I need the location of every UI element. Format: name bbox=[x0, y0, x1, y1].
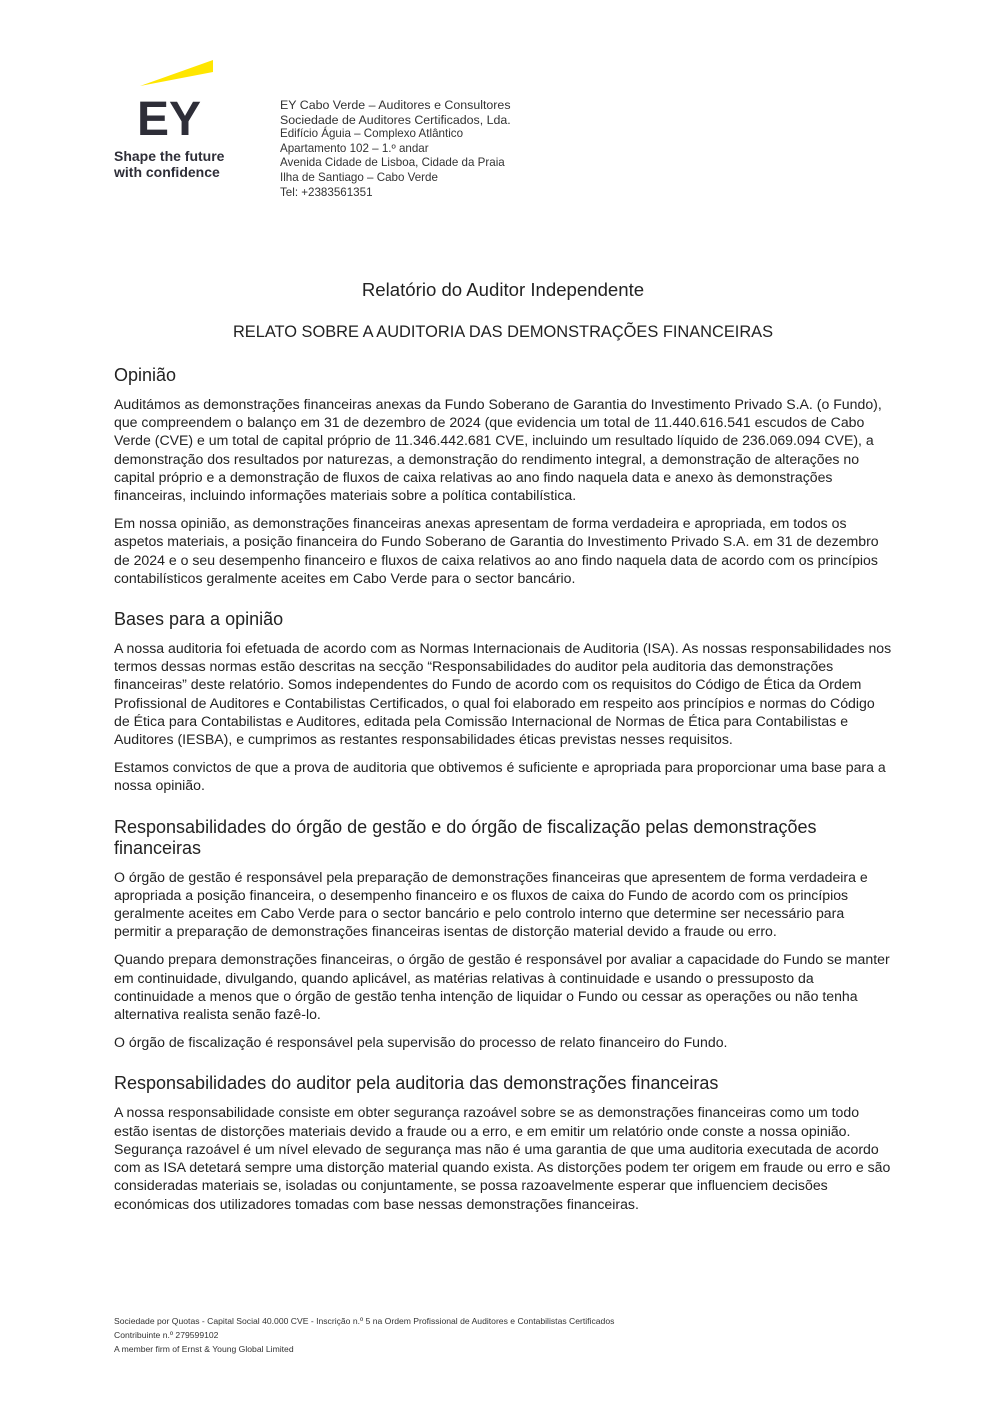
address-line: Tel: +2383561351 bbox=[280, 185, 373, 199]
address-line: Edifício Águia – Complexo Atlântico bbox=[280, 127, 464, 141]
tagline-line: with confidence bbox=[114, 164, 220, 180]
report-body bbox=[114, 365, 894, 1223]
address-line: Apartamento 102 – 1.º andar bbox=[280, 141, 429, 155]
address-line: Avenida Cidade de Lisboa, Cidade da Praia bbox=[280, 156, 505, 170]
logo-text: EY bbox=[137, 93, 202, 140]
section-heading: Opinião bbox=[114, 365, 177, 385]
paragraph: O órgão de gestão é responsável pela preparação de demonstrações financeiras que apresentem de forma verdadeira e apropriada a posição financeira, o desempenho financeiro e os fluxos de caixa do Fundo de acordo com os princípios geralmente aceites em Cabo Verde para o sector bancário e pelo controlo interno que determine ser necessário para permitir a preparação de demonstrações financeiras isentas de distorção material devido a fraude ou erro. bbox=[114, 868, 868, 940]
report-title: Relatório do Auditor Independente bbox=[361, 279, 645, 300]
paragraph: O órgão de fiscalização é responsável pela supervisão do processo de relato financeiro do Fundo. bbox=[114, 1034, 728, 1051]
section-bases-opiniao bbox=[114, 609, 894, 795]
footer-line: A member firm of Ernst & Young Global Limited bbox=[114, 1344, 294, 1355]
company-address bbox=[280, 98, 511, 200]
ey-logo bbox=[113, 58, 233, 140]
footer-line: Contribuinte n.º 279599102 bbox=[114, 1330, 219, 1341]
page-footer bbox=[114, 1314, 614, 1357]
tagline-line: Shape the future bbox=[114, 148, 225, 164]
section-responsabilidades-auditor bbox=[114, 1073, 894, 1212]
address-line: Ilha de Santiago – Cabo Verde bbox=[280, 170, 438, 184]
section-opiniao bbox=[114, 365, 894, 587]
section-heading: Responsabilidades do órgão de gestão e do órgão de fiscalização pelas demonstrações financeiras bbox=[114, 816, 817, 858]
paragraph: Auditámos as demonstrações financeiras anexas da Fundo Soberano de Garantia do Investimento Privado S.A. (o Fundo), que compreendem o balanço em 31 de dezembro de 2024 (que evidencia um total de 11.440.616.541 escudos de Cabo Verde (CVE) e um total de capital próprio de 11.346.442.681 CVE, incluindo um resultado líquido de 236.069.094 CVE), a demonstração dos resultados por naturezas, a demonstração do rendimento integral, a demonstração de alterações no capital próprio e a demonstração de fluxos de caixa relativas ao ano findo naquela data e anexo às demonstrações financeiras, incluindo informações materiais sobre a política contabilística. bbox=[114, 396, 882, 504]
section-responsabilidades-gestao bbox=[114, 817, 894, 1052]
paragraph: A nossa responsabilidade consiste em obter segurança razoável sobre se as demonstrações financeiras como um todo estão isentas de distorções materiais devido a fraude ou a erro, e em emitir um relatório onde conste a nossa opinião. Segurança razoável é um nível elevado de segurança mas não é uma garantia de que uma auditoria executada de acordo com as ISA detetará sempre uma distorção material quando exista. As distorções podem ter origem em fraude ou erro e são consideradas materiais se, isoladas ou conjuntamente, se possa razoavelmente esperar que influenciem decisões económicas dos utilizadores tomadas com base nessas demonstrações financeiras. bbox=[114, 1104, 891, 1212]
address-line: EY Cabo Verde – Auditores e Consultores bbox=[280, 98, 511, 112]
address-line: Sociedade de Auditores Certificados, Lda. bbox=[280, 112, 511, 127]
paragraph: Estamos convictos de que a prova de auditoria que obtivemos é suficiente e apropriada para proporcionar uma base para a nossa opinião. bbox=[114, 759, 886, 794]
tagline bbox=[114, 148, 224, 180]
footer-line: Sociedade por Quotas - Capital Social 40.000 CVE - Inscrição n.º 5 na Ordem Profissional de Auditores e Contabilistas Certificados bbox=[114, 1316, 615, 1326]
report-subtitle: RELATO SOBRE A AUDITORIA DAS DEMONSTRAÇÕES FINANCEIRAS bbox=[232, 323, 774, 341]
section-heading: Bases para a opinião bbox=[114, 609, 284, 630]
paragraph: Quando prepara demonstrações financeiras, o órgão de gestão é responsável por avaliar a capacidade do Fundo se manter em continuidade, divulgando, quando aplicável, as matérias relativas à continuidade e usando o pressuposto da continuidade a menos que o órgão de gestão tenha intenção de liquidar o Fundo ou cessar as operações ou não tenha alternativa realista senão fazê-lo. bbox=[114, 951, 890, 1023]
paragraph: A nossa auditoria foi efetuada de acordo com as Normas Internacionais de Auditoria (ISA). As nossas responsabilidades nos termos dessas normas estão descritas na secção “Responsabilidades do auditor pela auditoria das demonstrações financeiras” deste relatório. Somos independentes do Fundo de acordo com os requisitos do Código de Ética da Ordem Profissional de Auditores e Contabilistas Certificados, o qual foi elaborado em respeito aos princípios e normas do Código de Ética para Contabilistas e Auditores, editada pela Comissão Internacional de Normas de Ética para Contabilistas e Auditores (IESBA), e cumprimos as restantes responsabilidades éticas previstas nesses requisitos. bbox=[114, 640, 892, 748]
paragraph: Em nossa opinião, as demonstrações financeiras anexas apresentam de forma verdadeira e apropriada, em todos os aspetos materiais, a posição financeira do Fundo Soberano de Garantia do Investimento Privado S.A. em 31 de dezembro de 2024 e o seu desempenho financeiro e fluxos de caixa relativos ao ano findo naquela data de acordo com os princípios contabilísticos geralmente aceites em Cabo Verde para o sector bancário. bbox=[114, 515, 879, 586]
ey-logo-icon bbox=[113, 58, 233, 140]
section-heading: Responsabilidades do auditor pela auditoria das demonstrações financeiras bbox=[114, 1073, 719, 1094]
